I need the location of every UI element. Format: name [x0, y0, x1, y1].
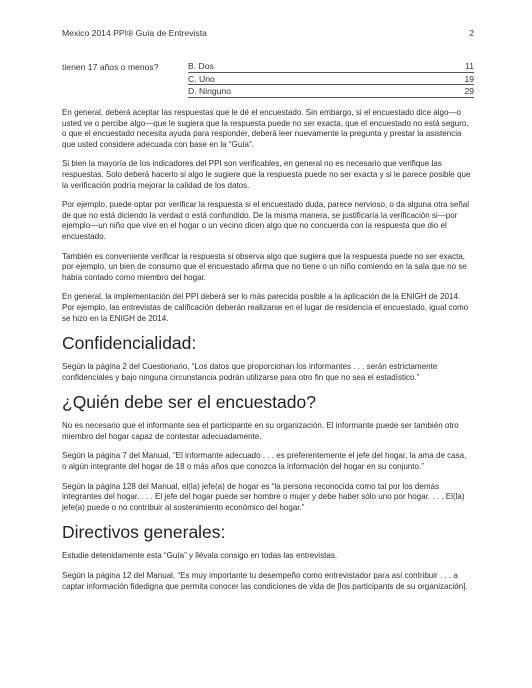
paragraph: Según la página 7 del Manual, “El informante adecuado . . . es preferentemente el jefe del hogar, la ama de casa, o algún integrante del hogar de 18 o más años que conozca la información del hogar en su conjunto.”: [62, 451, 467, 472]
paragraph: Según la página 2 del Cuestionario, “Los datos que proporcionan los informantes . . . serán estrictamente confidenciales y bajo ninguna circunstancia podrán utilizarse para otro fin que no sea el estadístico.”: [62, 362, 438, 382]
option-points: 29: [464, 86, 474, 96]
paragraph: Según la página 128 del Manual, el(la) jefe(a) de hogar es “la persona reconocida como tal por los demás integrantes del hogar. . . . El jefe del hogar puede ser hombre o mujer y debe haber sólo uno por hogar. . . . El(la) jefe(a) puede o no contribuir al sostenimiento económico del hogar.”: [62, 481, 465, 512]
question-text: tienen 17 años o menos?: [62, 62, 159, 72]
document-body: [62, 108, 472, 601]
paragraph: Según la página 12 del Manual, “Es muy importante tu desempeño como entrevistador para así contribuir . . . a captar información fidedigna que permita conocer las condiciones de vida de [los participants de su organización].: [62, 571, 468, 591]
paragraph: Por ejemplo, puede optar por verificar la respuesta si el encuestado duda, parece nervioso, o da alguna otra señal de que no está diciendo la verdad o está confundido. De la misma manera, se justificaría la verificación si—por ejemplo—un niño que vive en el hogar o un vecino dicen algo que no concuerda con la respuesta que dio el encuestado.: [62, 200, 470, 241]
paragraph: Si bien la mayoría de los indicadores del PPI son verificables, en general no es necesario que verifique las respuestas. Solo deberá hacerlo si algo le sugiere que la respuesta puede no ser exacta y si le parece posible que la verificación podría mejorar la calidad de los datos.: [62, 159, 471, 190]
option-row: [188, 73, 474, 86]
question-options-table: [62, 60, 474, 98]
option-label: D. Ninguno: [188, 86, 231, 96]
page-number: 2: [469, 28, 474, 38]
section-heading-confidentiality: Confidencialidad:: [62, 333, 197, 354]
paragraph: No es necesario que el informante sea el participante en su organización. El informante puede ser también otro miembro del hogar capaz de contestar adecuadamente.: [62, 421, 459, 441]
document-title: Mexico 2014 PPI® Guía de Entrevista: [62, 28, 207, 38]
option-points: 11: [465, 61, 474, 71]
paragraph: En general, deberá aceptar las respuestas que le dé el encuestado. Sin embargo, si el encuestado dice algo—o usted ve o percibe algo—que le sugiera que la respuesta puede no ser exacta, que el encuestado no está seguro, o que el encuestado necesita ayuda para responder, deberá leer nuevamente la pregunta y prestar la asistencia que usted considere adecuada con base en la “Guía”.: [62, 108, 469, 149]
section-heading-general-directives: Directivos generales:: [62, 522, 226, 543]
option-points: 19: [464, 73, 474, 84]
option-row: [188, 60, 474, 73]
option-label: B. Dos: [188, 61, 214, 71]
option-label: C. Uno: [188, 73, 215, 84]
paragraph: También es conveniente verificar la respuesta si observa algo que sugiera que la respuesta puede no ser exacta, por ejemplo, un bien de consumo que el encuestado afirma que no tiene o un niño comiendo en la sala que no se había contado como miembro del hogar.: [62, 251, 467, 282]
paragraph: En general, la implementación del PPI deberá ser lo más parecida posible a la aplicación de la ENIGH de 2014. Por ejemplo, las entrevistas de calificación deberán realizarse en el lugar de residencia el encuestado, igual como se hizo en la ENIGH de 2014.: [62, 292, 469, 323]
paragraph: Estudie detenidamente esta “Guía” y llévala consigo en todas las entrevistas.: [62, 551, 338, 561]
section-heading-respondent: ¿Quién debe ser el encuestado?: [62, 392, 316, 413]
option-row: [188, 85, 474, 98]
